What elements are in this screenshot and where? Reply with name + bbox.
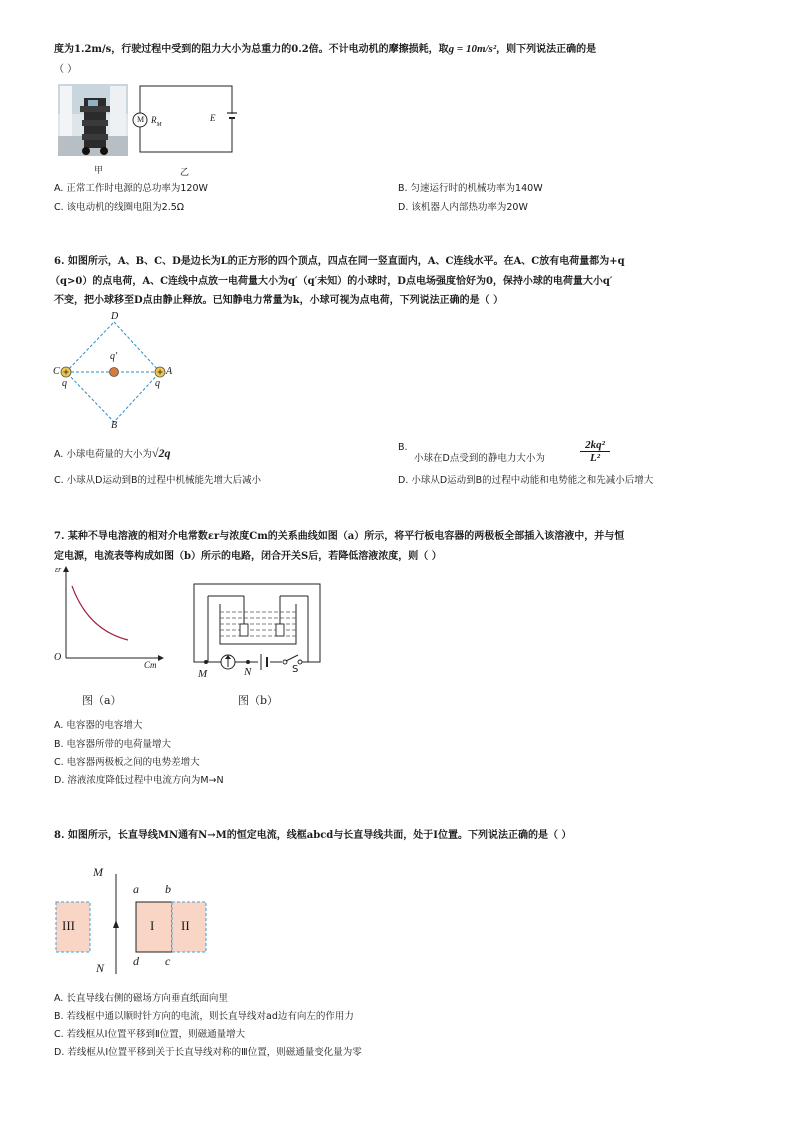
q7-stem-line2: 定电源，电流表等构成如图（b）所示的电路，闭合开关S后，若降低溶液浓度，则（ ）	[54, 551, 442, 562]
q6-stem-line1: 6. 如图所示，A、B、C、D是边长为L的正方形的四个顶点，四点在同一竖直面内，A、C连线水平。在A、C放有电荷量都为+q	[54, 256, 625, 267]
q8-label-region-1: I	[150, 918, 155, 933]
q6-label-q-right: q	[155, 378, 160, 389]
q6-label-q-left: q	[62, 378, 67, 389]
q6-option-b-text: 小球在D点受到的静电力大小为	[414, 453, 545, 464]
q6-option-c: C. 小球从D运动到B的过程中机械能先增大后减小	[54, 475, 262, 486]
q6-option-b-den: L²	[589, 452, 601, 464]
q8-option-a: A. 长直导线右侧的磁场方向垂直纸面向里	[54, 993, 228, 1004]
q8-label-region-2: II	[181, 918, 190, 933]
q7-stem-line1: 7. 某种不导电溶液的相对介电常数εr与浓度Cm的关系曲线如图（a）所示，将平行板电容器的两极板全部插入该溶液中，并与恒	[54, 531, 625, 542]
q5-fig-jia-label: 甲	[94, 166, 104, 176]
q6-label-a: A	[166, 366, 173, 377]
q6-option-a-text: A. 小球电荷量的大小为	[54, 449, 152, 460]
q7-option-c: C. 电容器两极板之间的电势差增大	[54, 757, 200, 768]
q5-fig-rm: R	[151, 115, 157, 125]
q7-option-d: D. 溶液浓度降低过程中电流方向为M→N	[54, 775, 224, 786]
q5-option-b: B. 匀速运行时的机械功率为140W	[398, 183, 543, 194]
q6-option-b-fraction	[580, 439, 610, 464]
q5-stem-end: ，则下列说法正确的是	[496, 44, 597, 55]
q6-label-b: B	[111, 420, 118, 431]
q5-fig-rm-label	[151, 115, 162, 128]
q8-label-a: a	[133, 882, 139, 896]
q6-option-d: D. 小球从D运动到B的过程中动能和电势能之和先减小后增大	[398, 475, 654, 486]
q7-fig-b-caption: 图（b）	[238, 694, 279, 707]
q7-fig-b-m-label: M	[198, 668, 208, 680]
q5-fig-yi-label: 乙	[180, 168, 190, 178]
q8-option-c: C. 若线框从Ⅰ位置平移到Ⅱ位置，则磁通量增大	[54, 1029, 246, 1040]
q5-option-c: C. 该电动机的线圈电阻为2.5Ω	[54, 202, 185, 213]
q5-circuit-diagram	[132, 84, 238, 156]
q5-stem-text: 度为1.2m/s，行驶过程中受到的阻力大小为总重力的0.2倍。不计电动机的摩擦损耗，取	[54, 44, 449, 55]
q8-stem: 8. 如图所示，长直导线MN通有N→M的恒定电流，线框abcd与长直导线共面，处于Ⅰ位置。下列说法正确的是（ ）	[54, 830, 572, 841]
q6-option-b-num: 2kq²	[580, 439, 610, 452]
q7-fig-a-y-label: εr	[55, 565, 62, 574]
q7-option-b: B. 电容器所带的电荷量增大	[54, 739, 172, 750]
q8-label-region-3: III	[62, 918, 75, 933]
q5-option-a: A. 正常工作时电源的总功率为120W	[54, 183, 208, 194]
q7-fig-a-caption: 图（a）	[82, 694, 122, 707]
q5-stem-line1	[54, 40, 596, 55]
q6-option-a	[54, 446, 170, 461]
q8-label-b: b	[165, 882, 171, 896]
q5-fig-e-label: E	[210, 113, 216, 123]
q8-option-d: D. 若线框从Ⅰ位置平移到关于长直导线对称的Ⅲ位置，则磁通量变化量为零	[54, 1047, 362, 1058]
q7-option-a: A. 电容器的电容增大	[54, 720, 143, 731]
q6-stem-line2: （q>0）的点电荷，A、C连线中点放一电荷量大小为q′（q′未知）的小球时，D点电场强度恰好为0，保持小球的电荷量大小q′	[50, 276, 613, 287]
q8-label-d: d	[133, 954, 139, 968]
q7-fig-b-n-label: N	[244, 666, 252, 678]
q6-label-c: C	[53, 366, 60, 377]
q7-fig-b-s-label: S	[292, 664, 299, 675]
q7-fig-a-origin: O	[54, 652, 62, 663]
q6-label-q-prime: q′	[110, 351, 118, 362]
q5-fig-motor-label: M	[137, 115, 145, 124]
q5-robot-photo	[58, 84, 128, 156]
q5-option-d: D. 该机器人内部热功率为20W	[398, 202, 528, 213]
q8-option-b: B. 若线框中通以顺时针方向的电流，则长直导线对ad边有向左的作用力	[54, 1011, 354, 1022]
q6-square-diagram	[48, 308, 178, 434]
q6-label-d: D	[111, 311, 119, 322]
q8-label-m: M	[93, 865, 103, 879]
q7-fig-a-x-label: Cm	[144, 660, 157, 670]
q5-fig-rm-sub: M	[156, 121, 162, 128]
q6-stem-line3: 不变，把小球移至D点由静止释放。已知静电力常量为k，小球可视为点电荷，下列说法正确的是（ ）	[54, 295, 504, 306]
q7-fig-b-circuit	[190, 582, 325, 684]
q8-label-n: N	[96, 961, 105, 975]
q6-option-b-label: B.	[398, 442, 408, 453]
q5-g-formula: g = 10m/s²	[448, 43, 497, 55]
q6-option-a-math: √2q	[151, 446, 171, 460]
q5-paren: （ ）	[54, 64, 78, 75]
q8-label-c: c	[165, 954, 171, 968]
